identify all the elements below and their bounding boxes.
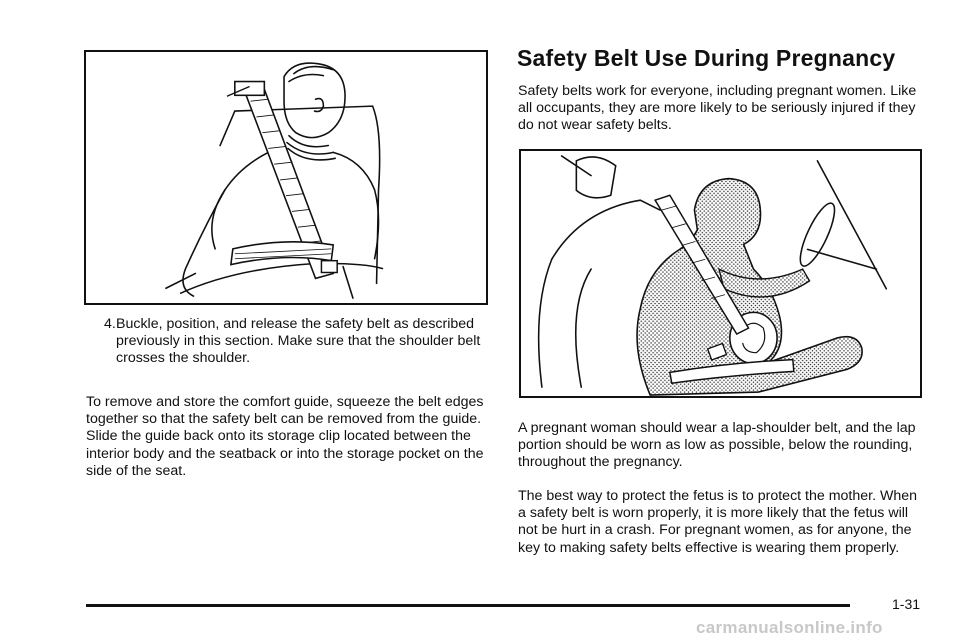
lap-belt-position-paragraph: A pregnant woman should wear a lap-shoulder belt, and the lap portion should be worn as low as possible, below the rounding, throughout the pregnancy. [518,420,916,471]
pregnancy-belt-illustration [519,149,922,398]
watermark: carmanualsonline.info [696,618,883,637]
step-number: 4. [104,316,116,332]
comfort-guide-illustration [84,50,488,305]
intro-paragraph: Safety belts work for everyone, including pregnant women. Like all occupants, they are more likely to be seriously injured if they do not wear safety belts. [518,83,917,134]
page-number: 1-31 [892,596,921,612]
pregnant-occupant-drawing [521,151,920,396]
footer-rule [86,604,850,607]
child-seated-with-belt-drawing [86,52,486,303]
protect-fetus-paragraph: The best way to protect the fetus is to protect the mother. When a safety belt is worn properly, it is more likely that the fetus will not be hurt in a crash. For pregnant women, as for anyone, the key to making safety belts effective is wearing them properly. [518,488,918,556]
section-title: Safety Belt Use During Pregnancy [517,45,896,71]
remove-comfort-guide-paragraph: To remove and store the comfort guide, squeeze the belt edges together so that the safety belt can be removed from the guide. Slide the guide back onto its storage clip located between the interior body and the seatback or into the storage pocket on the side of the seat. [86,394,484,479]
step-text: Buckle, position, and release the safety belt as described previously in this section. Make sure that the shoulder belt crosses the shoulder. [116,316,481,367]
step-4 [104,316,484,368]
